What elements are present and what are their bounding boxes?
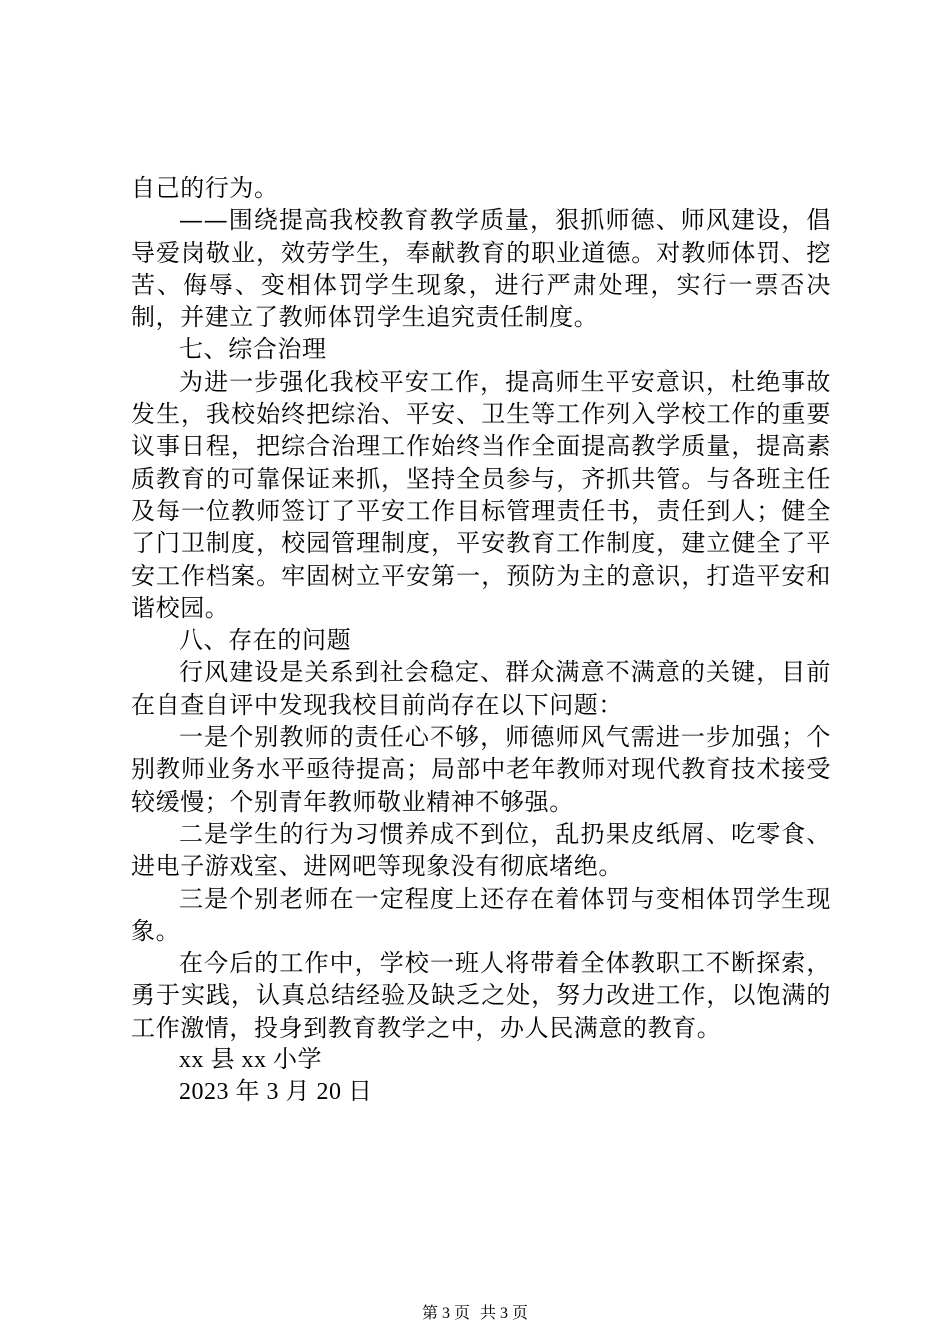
paragraph-safety-work: 为进一步强化我校平安工作，提高师生平安意识，杜绝事故发生，我校始终把综治、平安、卫生等工作列入学校工作的重要议事日程，把综合治理工作始终当作全面提高教学质量，提高素质教育的可靠保证来抓，坚持全员参与，齐抓共管。与各班主任及每一位教师签订了平安工作目标管理责任书，责任到人；健全了门卫制度，校园管理制度，平安教育工作制度，建立健全了平安工作档案。牢固树立平安第一，预防为主的意识，打造平安和谐校园。 (131, 367, 831, 622)
paragraph-problem-one: 一是个别教师的责任心不够，师德师风气需进一步加强；个别教师业务水平亟待提高；局部中老年教师对现代教育技术接受较缓慢；个别青年教师敬业精神不够强。 (131, 723, 831, 816)
page-footer (0, 1300, 950, 1323)
page-number-current: 第 3 页 (421, 1305, 470, 1322)
signature-school: xx 县 xx 小学 (179, 1047, 322, 1074)
paragraph-problem-two: 二是学生的行为习惯养成不到位，乱扔果皮纸屑、吃零食、进电子游戏室、进网吧等现象没有彻底堵绝。 (131, 819, 831, 881)
page-number-total: 共 3 页 (480, 1305, 529, 1322)
paragraph-future-work: 在今后的工作中，学校一班人将带着全体教职工不断探索，勇于实践，认真总结经验及缺乏之处，努力改进工作，以饱满的工作激情，投身到教育教学之中，办人民满意的教育。 (131, 949, 831, 1042)
section-heading-comprehensive-governance: 七、综合治理 (179, 335, 327, 364)
paragraph-continuation: 自己的行为。 (131, 174, 279, 202)
section-heading-existing-problems: 八、存在的问题 (179, 626, 352, 655)
paragraph-teacher-ethics: ——围绕提高我校教育教学质量，狠抓师德、师风建设，倡导爱岗敬业，效劳学生，奉献教育的职业道德。对教师体罚、挖苦、侮辱、变相体罚学生现象，进行严肃处理，实行一票否决制，并建立了教师体罚学生追究责任制度。 (131, 206, 831, 332)
document-body (131, 172, 831, 1109)
paragraph-problem-three: 三是个别老师在一定程度上还存在着体罚与变相体罚学生现象。 (131, 884, 831, 945)
signature-date: 2023 年 3 月 20 日 (179, 1079, 373, 1106)
paragraph-problems-intro: 行风建设是关系到社会稳定、群众满意不满意的关键，目前在自查自评中发现我校目前尚存在以下问题： (131, 658, 831, 719)
